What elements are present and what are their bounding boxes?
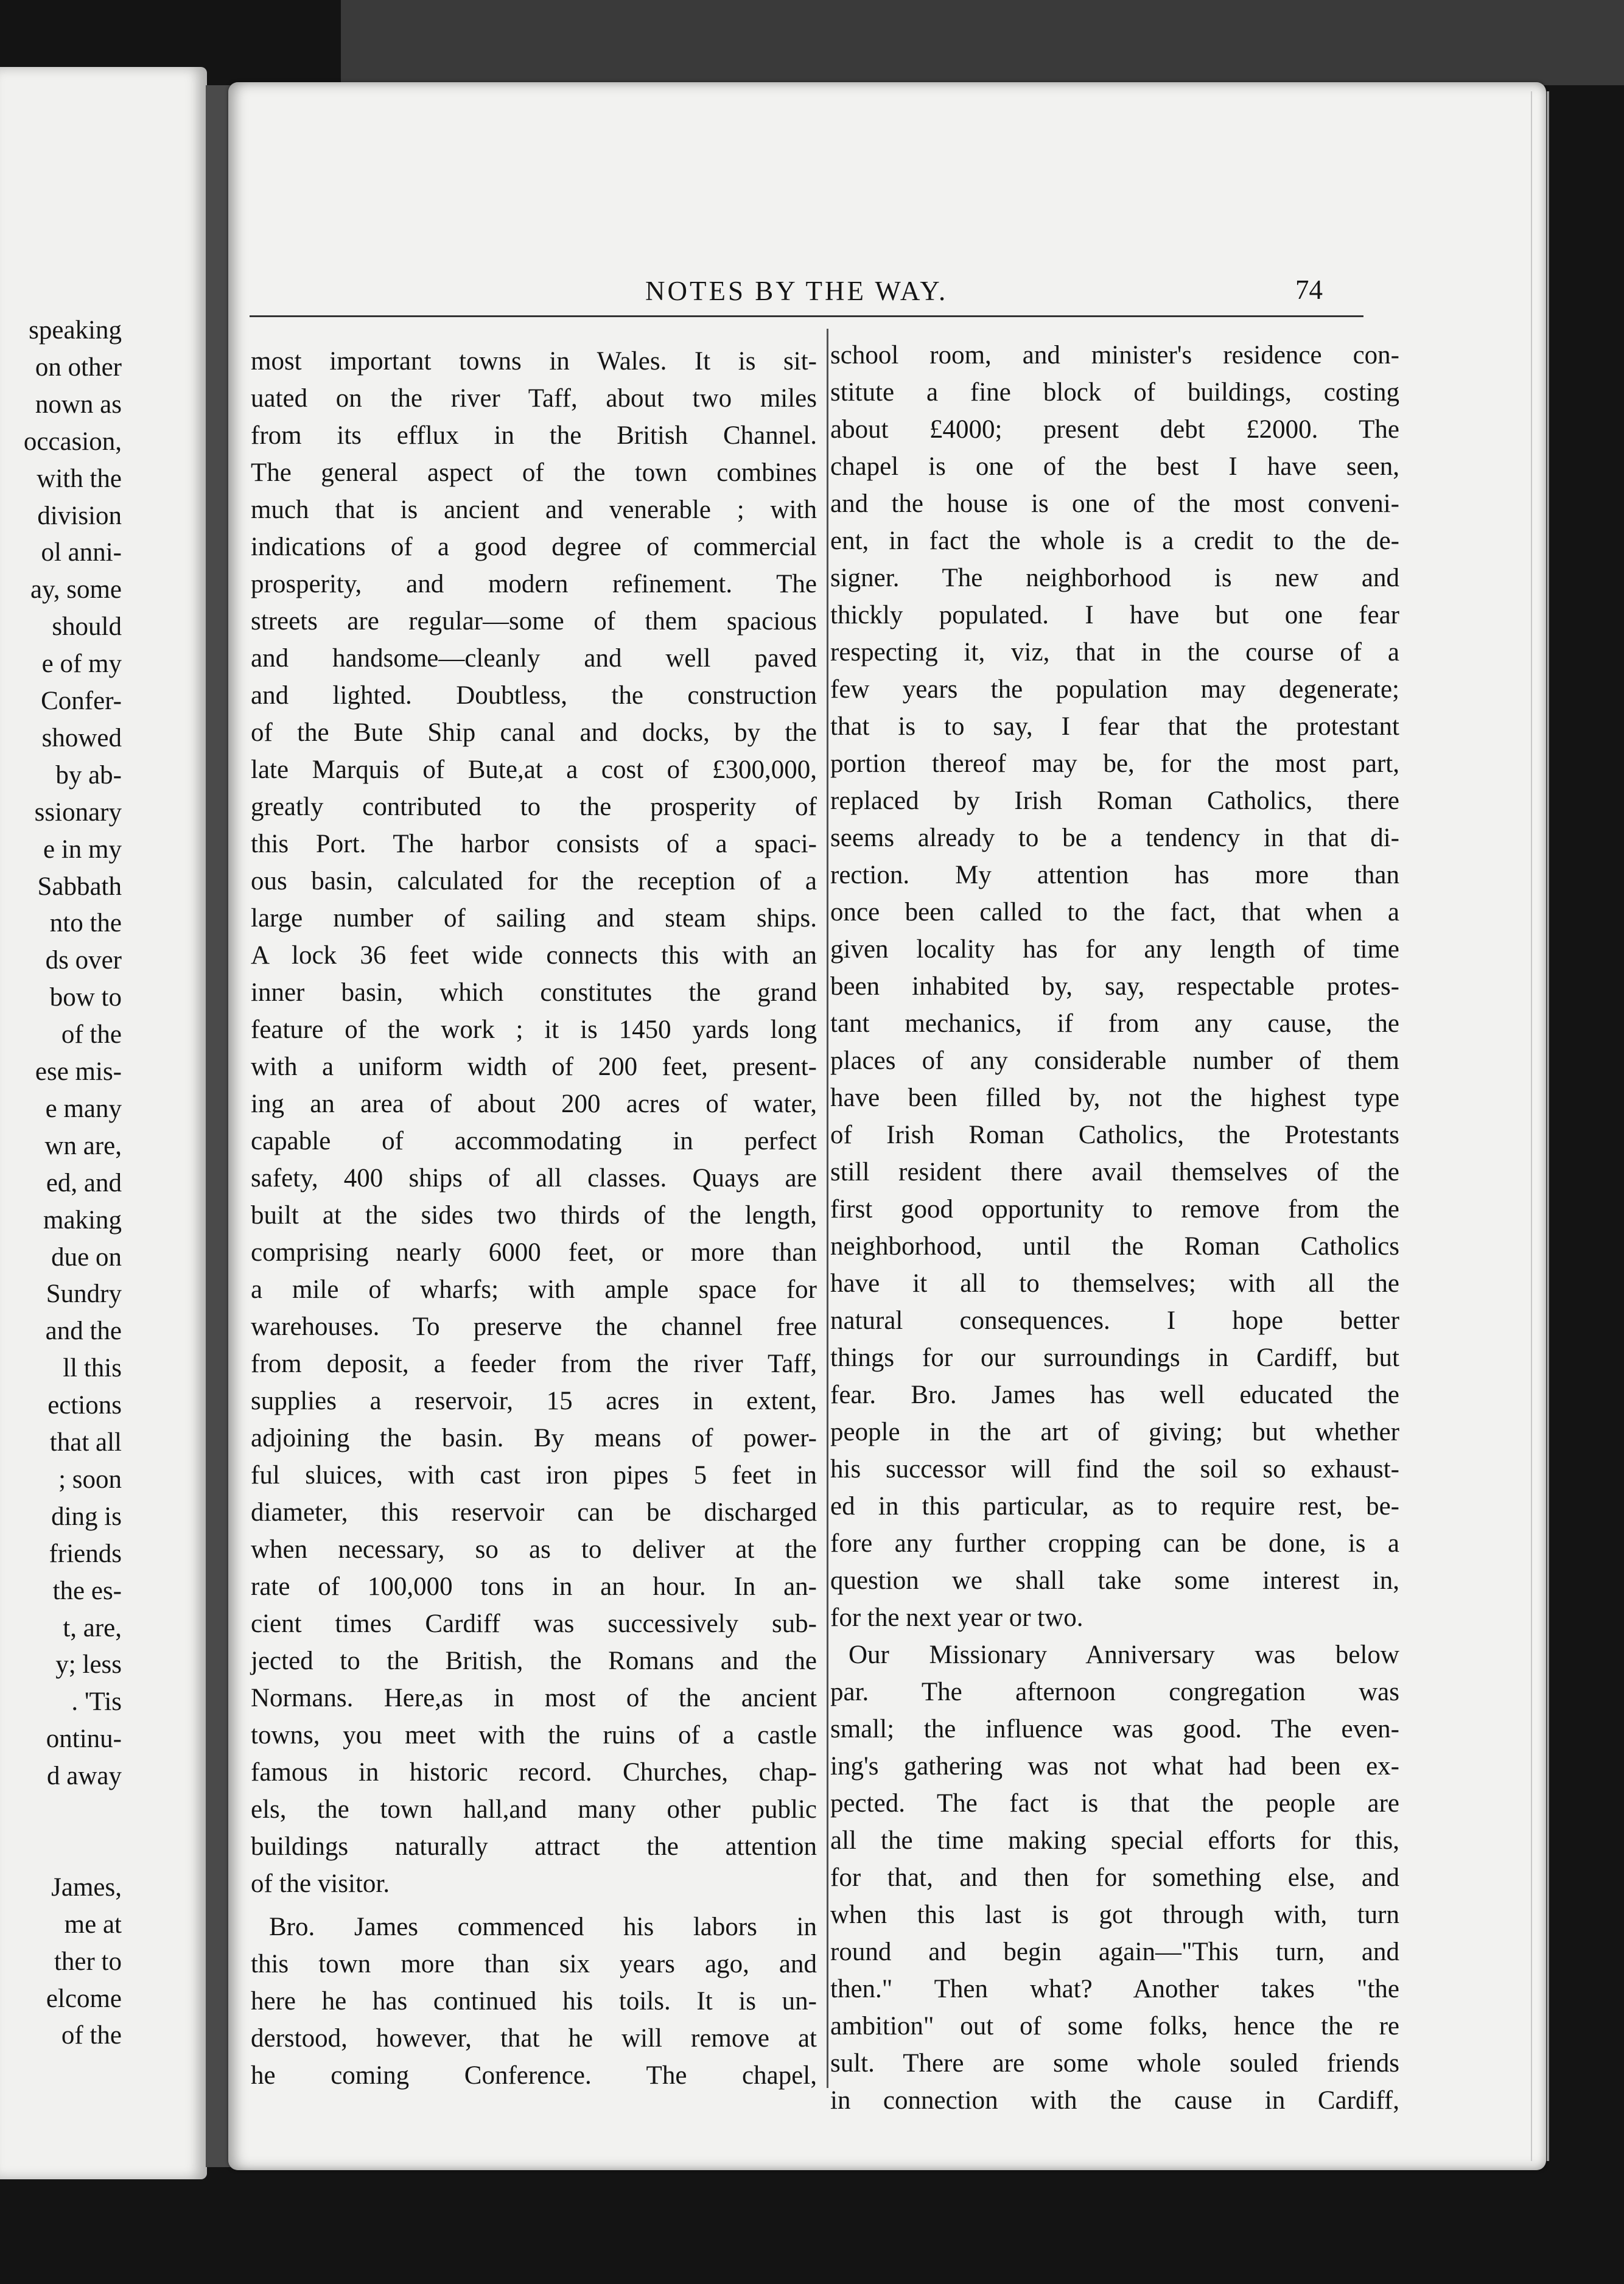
column1-line: derstood, however, that he will remove at: [251, 2024, 817, 2053]
column2-line: few years the population may degenerate;: [830, 675, 1399, 704]
column1-line: this Port. The harbor consists of a spaci-: [251, 830, 817, 858]
scan-background-top: [341, 0, 1624, 85]
column1-line: comprising nearly 6000 feet, or more than: [251, 1238, 817, 1267]
left-page-line: should: [52, 612, 122, 642]
column2-line: seems already to be a tendency in that di-: [830, 824, 1399, 852]
left-page-line: that all: [49, 1428, 122, 1457]
left-page-line: of the: [61, 2021, 122, 2050]
column2-line: round and begin again—"This turn, and: [830, 1938, 1399, 1966]
left-page-line: nto the: [49, 909, 122, 938]
column2-line: and the house is one of the most conveni-: [830, 489, 1399, 518]
column1-line: and lighted. Doubtless, the construction: [251, 681, 817, 710]
column1-line: cient times Cardiff was successively sub-: [251, 1610, 817, 1638]
column2-line: that is to say, I fear that the protestant: [830, 712, 1399, 741]
column1-line: when necessary, so as to deliver at the: [251, 1535, 817, 1564]
left-page-line: [5, 1832, 122, 1869]
column1-line: supplies a reservoir, 15 acres in extent,: [251, 1387, 817, 1415]
left-page-line: on other: [35, 352, 122, 382]
column-divider: [827, 329, 828, 2088]
column1-line: he coming Conference. The chapel,: [251, 2061, 817, 2090]
left-page-line: making: [43, 1205, 122, 1235]
column1-line: uated on the river Taff, about two miles: [251, 384, 817, 413]
left-page-line: ding is: [51, 1502, 122, 1531]
left-page-line: and the: [45, 1317, 122, 1346]
column1-line: inner basin, which constitutes the grand: [251, 978, 817, 1007]
column1-line: ing an area of about 200 acres of water,: [251, 1090, 817, 1118]
left-page-line: Confer-: [41, 687, 122, 715]
column2-line: pected. The fact is that the people are: [830, 1789, 1399, 1818]
column1-line: safety, 400 ships of all classes. Quays are: [251, 1164, 817, 1193]
left-page-line: nown as: [35, 390, 122, 419]
column2-line: natural consequences. I hope better: [830, 1306, 1399, 1335]
header-rule: [250, 315, 1363, 317]
column1-line: greatly contributed to the prosperity of: [251, 793, 817, 821]
column2-line: thickly populated. I have but one fear: [830, 601, 1399, 629]
column1-line: prosperity, and modern refinement. The: [251, 570, 817, 598]
left-page-line: bow to: [49, 983, 122, 1012]
column1-line: of the visitor.: [251, 1869, 390, 1898]
column1-line: rate of 100,000 tons in an hour. In an-: [251, 1572, 817, 1601]
left-page-line: with the: [37, 464, 122, 493]
column2-line: about £4000; present debt £2000. The: [830, 415, 1399, 444]
left-page-line: wn are,: [44, 1131, 122, 1160]
running-header: NOTES BY THE WAY.: [645, 276, 948, 306]
column1-line: diameter, this reservoir can be discharged: [251, 1498, 817, 1527]
column2-line: ed in this particular, as to require rest, be-: [830, 1492, 1399, 1521]
left-page-line: ed, and: [46, 1168, 122, 1197]
column2-line: places of any considerable number of them: [830, 1046, 1399, 1075]
column1-line: A lock 36 feet wide connects this with an: [251, 941, 817, 970]
left-page-line: ontinu-: [46, 1725, 122, 1754]
page-number: 74: [1295, 275, 1323, 305]
left-page-line: ; soon: [58, 1465, 122, 1494]
left-page-line: due on: [51, 1242, 122, 1272]
column1-line: towns, you meet with the ruins of a castle: [251, 1721, 817, 1750]
column1-line: adjoining the basin. By means of power-: [251, 1424, 817, 1452]
column1-line: buildings naturally attract the attention: [251, 1832, 817, 1861]
column2-line: question we shall take some interest in,: [830, 1566, 1399, 1595]
column1-line: late Marquis of Bute,at a cost of £300,000,: [251, 755, 817, 784]
left-page-line: speaking: [29, 316, 122, 345]
left-page-line: ections: [47, 1391, 122, 1420]
page-edge: [1531, 91, 1549, 2161]
column2-line: first good opportunity to remove from the: [830, 1195, 1399, 1224]
column2-line: ing's gathering was not what had been ex-: [830, 1752, 1399, 1781]
column2-line: have been filled by, not the highest type: [830, 1084, 1399, 1112]
column2-line: sult. There are some whole souled friends: [830, 2049, 1399, 2078]
column2-line: portion thereof may be, for the most part,: [830, 749, 1399, 778]
column1-line: feature of the work ; it is 1450 yards long: [251, 1015, 817, 1044]
column1-line: ous basin, calculated for the reception of a: [251, 867, 817, 895]
column2-line: once been called to the fact, that when a: [830, 898, 1399, 927]
left-page-line: Sabbath: [37, 872, 122, 901]
column2-line: fore any further cropping can be done, is a: [830, 1529, 1399, 1558]
left-page-line: showed: [41, 723, 122, 752]
column1-line: Bro. James commenced his labors in: [269, 1913, 817, 1941]
left-page: [0, 67, 207, 2179]
column2-line: for the next year or two.: [830, 1603, 1083, 1632]
column2-line: then." Then what? Another takes "the: [830, 1975, 1399, 2003]
column1-line: with a uniform width of 200 feet, present-: [251, 1053, 817, 1081]
column2-line: things for our surroundings in Cardiff, but: [830, 1343, 1399, 1372]
left-page-line: me at: [64, 1910, 122, 1939]
column2-line: stitute a fine block of buildings, costing: [830, 378, 1399, 407]
column2-line: rection. My attention has more than: [830, 861, 1399, 889]
column1-line: here he has continued his toils. It is un-: [251, 1987, 817, 2016]
column2-line: have it all to themselves; with all the: [830, 1269, 1399, 1298]
column2-line: people in the art of giving; but whether: [830, 1418, 1399, 1446]
column2-line: his successor will find the soil so exhaust-: [830, 1455, 1399, 1484]
column1-line: capable of accommodating in perfect: [251, 1127, 817, 1155]
column2-line: been inhabited by, say, respectable protes-: [830, 972, 1399, 1001]
column2-line: par. The afternoon congregation was: [830, 1678, 1399, 1706]
left-page-line: y; less: [55, 1650, 122, 1680]
column2-line: tant mechanics, if from any cause, the: [830, 1009, 1399, 1038]
left-page-line: t, are,: [63, 1613, 122, 1642]
left-page-line: division: [37, 501, 122, 530]
column1-line: famous in historic record. Churches, chap-: [251, 1758, 817, 1787]
left-page-line: ther to: [54, 1947, 122, 1976]
column1-line: large number of sailing and steam ships.: [251, 904, 817, 933]
left-page-line: ol anni-: [41, 538, 122, 567]
column2-line: for that, and then for something else, and: [830, 1863, 1399, 1892]
left-page-line: elcome: [46, 1984, 122, 2013]
column1-line: The general aspect of the town combines: [251, 458, 817, 487]
left-page-line: [5, 1795, 122, 1832]
column1-line: much that is ancient and venerable ; with: [251, 496, 817, 524]
left-page-line: friends: [49, 1539, 122, 1568]
column2-line: all the time making special efforts for this,: [830, 1826, 1399, 1855]
column2-line: in connection with the cause in Cardiff,: [830, 2086, 1399, 2115]
left-page-line: ese mis-: [35, 1057, 122, 1086]
left-page-line: Sundry: [46, 1280, 122, 1309]
column1-line: els, the town hall,and many other public: [251, 1795, 817, 1824]
column2-line: of Irish Roman Catholics, the Protestants: [830, 1121, 1399, 1149]
column1-line: of the Bute Ship canal and docks, by the: [251, 718, 817, 747]
column2-line: ent, in fact the whole is a credit to the de-: [830, 527, 1399, 555]
column1-line: from its efflux in the British Channel.: [251, 421, 817, 450]
left-page-line: e many: [45, 1094, 122, 1123]
column1-line: from deposit, a feeder from the river Taff,: [251, 1350, 817, 1378]
left-page-line: ds over: [45, 946, 122, 975]
column1-line: most important towns in Wales. It is sit-: [251, 347, 817, 376]
column1-line: streets are regular—some of them spacious: [251, 607, 817, 636]
column1-line: warehouses. To preserve the channel free: [251, 1312, 817, 1341]
left-page-line: ssionary: [34, 797, 122, 827]
left-page-line: of the: [61, 1020, 122, 1049]
left-page-line: e in my: [43, 835, 122, 864]
column2-line: signer. The neighborhood is new and: [830, 564, 1399, 592]
column2-line: neighborhood, until the Roman Catholics: [830, 1232, 1399, 1261]
column2-line: Our Missionary Anniversary was below: [849, 1641, 1399, 1669]
column2-line: still resident there avail themselves of the: [830, 1158, 1399, 1186]
column1-line: and handsome—cleanly and well paved: [251, 644, 817, 673]
column1-line: Normans. Here,as in most of the ancient: [251, 1684, 817, 1712]
column2-line: fear. Bro. James has well educated the: [830, 1381, 1399, 1409]
column2-line: school room, and minister's residence con-: [830, 341, 1399, 370]
column1-line: ful sluices, with cast iron pipes 5 feet in: [251, 1461, 817, 1490]
column1-line: a mile of wharfs; with ample space for: [251, 1275, 817, 1304]
left-page-line: James,: [51, 1872, 122, 1902]
left-page-line: by ab-: [55, 760, 122, 790]
column1-line: indications of a good degree of commercial: [251, 533, 817, 561]
column1-line: built at the sides two thirds of the length,: [251, 1201, 817, 1230]
column2-line: ambition" out of some folks, hence the re: [830, 2012, 1399, 2041]
column2-line: given locality has for any length of time: [830, 935, 1399, 964]
left-page-line: . 'Tis: [71, 1687, 122, 1717]
left-page-line: d away: [47, 1762, 122, 1791]
column2-line: respecting it, viz, that in the course of a: [830, 638, 1399, 667]
column2-line: chapel is one of the best I have seen,: [830, 452, 1399, 481]
left-page-line: e of my: [41, 650, 122, 679]
column2-line: when this last is got through with, turn: [830, 1900, 1399, 1929]
column2-line: small; the influence was good. The even-: [830, 1715, 1399, 1743]
column1-line: jected to the British, the Romans and the: [251, 1647, 817, 1675]
column1-line: this town more than six years ago, and: [251, 1950, 817, 1978]
left-page-line: the es-: [52, 1576, 122, 1605]
left-page-line: ay, some: [30, 575, 122, 604]
column2-line: replaced by Irish Roman Catholics, there: [830, 786, 1399, 815]
left-page-line: occasion,: [23, 427, 122, 456]
left-page-line: ll this: [63, 1354, 122, 1383]
